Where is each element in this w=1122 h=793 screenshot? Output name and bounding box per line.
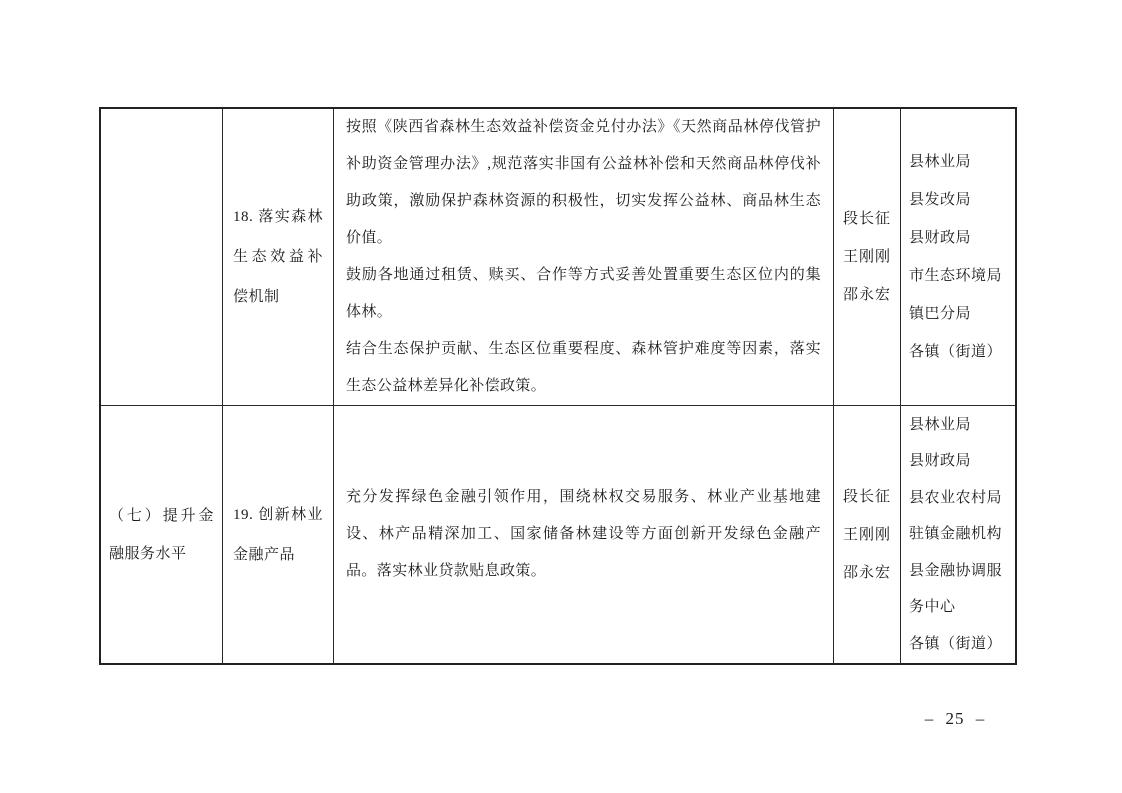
department-name: 驻镇金融机构 [909,526,1003,543]
category-label: （七）提升金融服务水平 [109,507,214,562]
lead-name: 邵永宏 [842,287,891,303]
department-name: 县财政局 [909,453,972,470]
measure-paragraph: 充分发挥绿色金融引领作用，围绕林权交易服务、林业产业基地建设、林产品精深加工、国家储备林建设等方面创新开发绿色金融产品。落实林业贷款贴息政策。 [346,489,821,579]
department-name: 市生态环境局 [909,268,1003,284]
department-name: 县发改局 [909,192,972,208]
department-name: 镇巴分局 [909,306,972,322]
cell-measures-row19 [334,406,834,663]
department-name: 县林业局 [909,416,972,433]
cell-measures-row18 [334,109,834,406]
cell-item-row18 [223,109,334,406]
measure-paragraph: 鼓励各地通过租赁、赎买、合作等方式妥善处置重要生态区位内的集体林。 [346,267,821,320]
lead-name: 王刚刚 [842,249,891,265]
page-number: – 25 – [924,709,986,728]
department-name: 县林业局 [909,154,972,170]
action-plan-table [99,107,1017,665]
department-name: 各镇（街道） [909,635,1003,652]
cell-category-row19 [101,406,223,663]
department-name: 各镇（街道） [909,344,1003,360]
measure-paragraph: 按照《陕西省森林生态效益补偿资金兑付办法》《天然商品林停伐管护补助资金管理办法》,规范落实非国有公益林补偿和天然商品林停伐补助政策，激励保护森林资源的积极性，切实发挥公益林、商品林生态价值。 [346,119,821,246]
cell-leads-row19 [834,406,901,663]
cell-leads-row18 [834,109,901,406]
cell-category-row18 [101,109,223,406]
lead-name: 段长征 [842,488,891,505]
measure-paragraph: 结合生态保护贡献、生态区位重要程度、森林管护难度等因素，落实生态公益林差异化补偿政策。 [346,341,821,394]
department-name: 县金融协调服务中心 [909,562,1003,616]
item-label-19: 19. 创新林业金融产品 [233,506,323,563]
lead-name: 邵永宏 [842,564,891,581]
cell-departments-row19 [901,406,1015,663]
cell-item-row19 [223,406,334,663]
item-label-18: 18. 落实森林生态效益补偿机制 [233,209,323,305]
lead-name: 段长征 [842,211,891,227]
department-name: 县农业农村局 [909,489,1003,506]
lead-name: 王刚刚 [842,526,891,543]
department-name: 县财政局 [909,230,972,246]
cell-departments-row18 [901,109,1015,406]
